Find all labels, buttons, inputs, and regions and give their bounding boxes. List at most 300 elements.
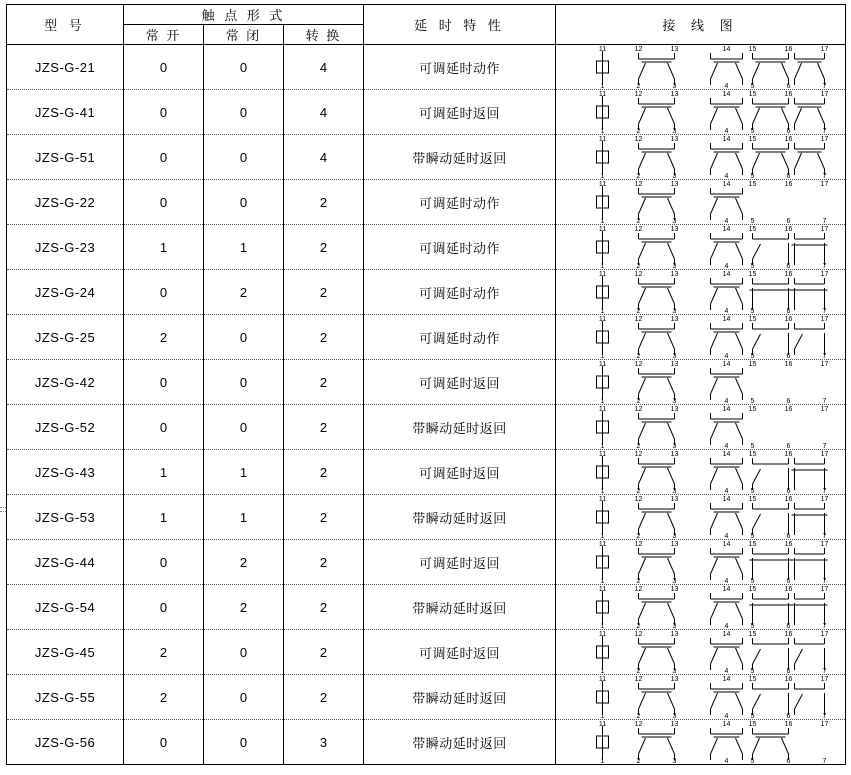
svg-text:15: 15 [748, 226, 757, 233]
cell-normally-open: 0 [124, 135, 204, 180]
header-row-1 [7, 5, 846, 25]
svg-text:16: 16 [784, 226, 793, 233]
svg-text:1: 1 [600, 83, 605, 89]
svg-text:14: 14 [722, 361, 731, 368]
cell-normally-open: 1 [124, 450, 204, 495]
svg-text:14: 14 [722, 721, 731, 728]
svg-text:7: 7 [822, 128, 827, 134]
table-row [7, 270, 846, 315]
table-row [7, 225, 846, 270]
svg-text:3: 3 [672, 173, 677, 179]
svg-text:13: 13 [670, 721, 679, 728]
svg-text:5: 5 [750, 353, 755, 359]
cell-changeover: 2 [284, 585, 364, 630]
svg-text:12: 12 [634, 541, 643, 548]
svg-text:7: 7 [822, 713, 827, 719]
cell-normally-open: 2 [124, 315, 204, 360]
cell-changeover: 4 [284, 135, 364, 180]
svg-text:17: 17 [820, 91, 829, 98]
svg-text:13: 13 [670, 406, 679, 413]
svg-text:11: 11 [598, 451, 607, 458]
table-row [7, 360, 846, 405]
header-wiring-diagram: 接 线 图 [556, 5, 846, 45]
cell-delay-characteristic: 可调延时动作 [364, 315, 556, 360]
svg-text:2: 2 [636, 443, 641, 449]
cell-wiring-diagram-2ch [556, 360, 846, 405]
svg-text:6: 6 [786, 533, 791, 539]
svg-text:7: 7 [822, 308, 827, 314]
cell-model: JZS-G-21 [7, 45, 124, 90]
svg-text:15: 15 [748, 541, 757, 548]
svg-text:2: 2 [636, 218, 641, 224]
svg-text:6: 6 [786, 83, 791, 89]
svg-text:14: 14 [722, 631, 731, 638]
svg-text:13: 13 [670, 181, 679, 188]
cell-model: JZS-G-45 [7, 630, 124, 675]
svg-text:12: 12 [634, 721, 643, 728]
svg-text:2: 2 [636, 623, 641, 629]
cell-wiring-diagram-2ch [556, 180, 846, 225]
svg-text:16: 16 [784, 406, 793, 413]
cell-normally-closed: 0 [204, 135, 284, 180]
cell-changeover: 2 [284, 495, 364, 540]
svg-text:16: 16 [784, 136, 793, 143]
svg-text:7: 7 [822, 173, 827, 179]
cell-wiring-diagram-4ch [556, 90, 846, 135]
svg-text:1: 1 [600, 758, 605, 764]
svg-text:17: 17 [820, 226, 829, 233]
cell-normally-open: 0 [124, 45, 204, 90]
svg-text:15: 15 [748, 361, 757, 368]
cell-normally-open: 1 [124, 495, 204, 540]
svg-text:17: 17 [820, 631, 829, 638]
svg-text:5: 5 [750, 578, 755, 584]
cell-wiring-diagram-2ch-2no [556, 630, 846, 675]
svg-text:17: 17 [820, 541, 829, 548]
svg-text:3: 3 [672, 533, 677, 539]
cell-delay-characteristic: 带瞬动延时返回 [364, 720, 556, 765]
table-row [7, 540, 846, 585]
svg-text:13: 13 [670, 541, 679, 548]
svg-text:5: 5 [750, 308, 755, 314]
svg-text:14: 14 [722, 136, 731, 143]
cell-changeover: 2 [284, 315, 364, 360]
svg-text:11: 11 [598, 631, 607, 638]
svg-text:6: 6 [786, 668, 791, 674]
svg-text:5: 5 [750, 218, 755, 224]
svg-text:3: 3 [672, 758, 677, 764]
svg-text:15: 15 [748, 271, 757, 278]
table-row [7, 315, 846, 360]
svg-text:4: 4 [724, 353, 729, 359]
svg-text:12: 12 [634, 451, 643, 458]
svg-text:12: 12 [634, 91, 643, 98]
svg-text:17: 17 [820, 271, 829, 278]
cell-delay-characteristic: 可调延时动作 [364, 45, 556, 90]
cell-model: JZS-G-42 [7, 360, 124, 405]
cell-normally-open: 0 [124, 405, 204, 450]
svg-text:7: 7 [822, 353, 827, 359]
svg-text:2: 2 [636, 533, 641, 539]
cell-changeover: 2 [284, 180, 364, 225]
svg-text:4: 4 [724, 173, 729, 179]
cell-model: JZS-G-55 [7, 675, 124, 720]
cell-wiring-diagram-2ch-2no [556, 315, 846, 360]
svg-text:6: 6 [786, 578, 791, 584]
svg-text:4: 4 [724, 263, 729, 269]
svg-text:2: 2 [636, 308, 641, 314]
header-normally-closed: 常 闭 [204, 25, 284, 45]
cell-changeover: 2 [284, 675, 364, 720]
cell-model: JZS-G-44 [7, 540, 124, 585]
svg-text:6: 6 [786, 488, 791, 494]
svg-text:4: 4 [724, 308, 729, 314]
svg-text:1: 1 [600, 623, 605, 629]
svg-text:15: 15 [748, 586, 757, 593]
svg-text:4: 4 [724, 218, 729, 224]
header-contact-form: 触 点 形 式 [124, 5, 364, 25]
svg-text:6: 6 [786, 263, 791, 269]
svg-text:15: 15 [748, 316, 757, 323]
svg-text:12: 12 [634, 46, 643, 53]
svg-text:12: 12 [634, 316, 643, 323]
cell-delay-characteristic: 可调延时返回 [364, 90, 556, 135]
cell-wiring-diagram-2ch-2no [556, 675, 846, 720]
cell-model: JZS-G-22 [7, 180, 124, 225]
svg-text:15: 15 [748, 451, 757, 458]
svg-text:17: 17 [820, 676, 829, 683]
svg-text:3: 3 [672, 353, 677, 359]
table-header [7, 5, 846, 45]
svg-text:6: 6 [786, 218, 791, 224]
svg-text:7: 7 [822, 623, 827, 629]
svg-text:2: 2 [636, 128, 641, 134]
cell-wiring-diagram-2ch [556, 405, 846, 450]
svg-text:14: 14 [722, 676, 731, 683]
cell-delay-characteristic: 带瞬动延时返回 [364, 675, 556, 720]
cell-normally-closed: 2 [204, 585, 284, 630]
svg-text:16: 16 [784, 496, 793, 503]
svg-text:7: 7 [822, 578, 827, 584]
cell-normally-open: 1 [124, 225, 204, 270]
svg-text:11: 11 [598, 586, 607, 593]
cell-wiring-diagram-2ch-2nc [556, 585, 846, 630]
svg-text:17: 17 [820, 406, 829, 413]
cell-delay-characteristic: 可调延时动作 [364, 225, 556, 270]
header-normally-open: 常 开 [124, 25, 204, 45]
cell-normally-open: 0 [124, 180, 204, 225]
svg-text:5: 5 [750, 443, 755, 449]
svg-text:15: 15 [748, 631, 757, 638]
svg-text:17: 17 [820, 316, 829, 323]
svg-text:7: 7 [822, 263, 827, 269]
svg-text:16: 16 [784, 721, 793, 728]
svg-text:6: 6 [786, 443, 791, 449]
svg-text:5: 5 [750, 668, 755, 674]
svg-text:3: 3 [672, 83, 677, 89]
svg-text:15: 15 [748, 91, 757, 98]
svg-text:3: 3 [672, 128, 677, 134]
svg-text:16: 16 [784, 676, 793, 683]
cell-wiring-diagram-3ch [556, 720, 846, 765]
svg-text:15: 15 [748, 136, 757, 143]
svg-text:16: 16 [784, 586, 793, 593]
svg-text:4: 4 [724, 668, 729, 674]
svg-text:11: 11 [598, 361, 607, 368]
svg-text:7: 7 [822, 83, 827, 89]
svg-text:11: 11 [598, 136, 607, 143]
svg-text:3: 3 [672, 398, 677, 404]
table-row [7, 135, 846, 180]
scan-artifact-dot [0, 507, 6, 509]
svg-text:1: 1 [600, 308, 605, 314]
svg-text:12: 12 [634, 586, 643, 593]
svg-text:15: 15 [748, 721, 757, 728]
svg-text:2: 2 [636, 488, 641, 494]
svg-text:7: 7 [822, 398, 827, 404]
scan-artifact-dot [0, 511, 6, 513]
svg-text:17: 17 [820, 496, 829, 503]
cell-normally-closed: 0 [204, 180, 284, 225]
svg-text:14: 14 [722, 451, 731, 458]
cell-delay-characteristic: 带瞬动延时返回 [364, 135, 556, 180]
svg-text:17: 17 [820, 451, 829, 458]
svg-text:5: 5 [750, 623, 755, 629]
svg-text:16: 16 [784, 46, 793, 53]
cell-normally-open: 0 [124, 540, 204, 585]
svg-text:7: 7 [822, 533, 827, 539]
cell-model: JZS-G-41 [7, 90, 124, 135]
svg-text:11: 11 [598, 46, 607, 53]
svg-text:5: 5 [750, 128, 755, 134]
cell-changeover: 2 [284, 270, 364, 315]
cell-normally-closed: 2 [204, 540, 284, 585]
svg-text:5: 5 [750, 83, 755, 89]
svg-text:15: 15 [748, 676, 757, 683]
cell-delay-characteristic: 可调延时返回 [364, 450, 556, 495]
svg-text:6: 6 [786, 623, 791, 629]
svg-text:4: 4 [724, 128, 729, 134]
svg-text:14: 14 [722, 91, 731, 98]
table-row [7, 630, 846, 675]
cell-wiring-diagram-2ch-1no1nc [556, 225, 846, 270]
svg-text:13: 13 [670, 496, 679, 503]
svg-text:3: 3 [672, 488, 677, 494]
svg-text:1: 1 [600, 218, 605, 224]
svg-text:6: 6 [786, 398, 791, 404]
svg-text:2: 2 [636, 668, 641, 674]
svg-text:12: 12 [634, 631, 643, 638]
svg-text:3: 3 [672, 263, 677, 269]
table-row [7, 585, 846, 630]
cell-wiring-diagram-2ch-2nc [556, 540, 846, 585]
cell-normally-open: 0 [124, 585, 204, 630]
svg-text:2: 2 [636, 263, 641, 269]
svg-text:5: 5 [750, 488, 755, 494]
svg-text:3: 3 [672, 578, 677, 584]
cell-wiring-diagram-2ch-2nc [556, 270, 846, 315]
svg-text:12: 12 [634, 361, 643, 368]
svg-text:17: 17 [820, 361, 829, 368]
cell-normally-closed: 1 [204, 495, 284, 540]
svg-text:2: 2 [636, 758, 641, 764]
cell-delay-characteristic: 带瞬动延时返回 [364, 585, 556, 630]
cell-normally-closed: 0 [204, 360, 284, 405]
cell-normally-open: 0 [124, 360, 204, 405]
svg-text:13: 13 [670, 586, 679, 593]
svg-text:14: 14 [722, 316, 731, 323]
cell-normally-closed: 0 [204, 405, 284, 450]
cell-normally-closed: 0 [204, 675, 284, 720]
cell-changeover: 2 [284, 540, 364, 585]
svg-text:3: 3 [672, 668, 677, 674]
svg-text:16: 16 [784, 541, 793, 548]
svg-text:12: 12 [634, 271, 643, 278]
cell-delay-characteristic: 可调延时动作 [364, 270, 556, 315]
svg-text:11: 11 [598, 541, 607, 548]
cell-changeover: 3 [284, 720, 364, 765]
svg-text:6: 6 [786, 758, 791, 764]
svg-text:16: 16 [784, 631, 793, 638]
cell-model: JZS-G-54 [7, 585, 124, 630]
table-row [7, 45, 846, 90]
cell-model: JZS-G-53 [7, 495, 124, 540]
svg-text:2: 2 [636, 173, 641, 179]
cell-normally-closed: 2 [204, 270, 284, 315]
svg-text:5: 5 [750, 758, 755, 764]
svg-text:11: 11 [598, 496, 607, 503]
svg-text:6: 6 [786, 308, 791, 314]
svg-text:12: 12 [634, 406, 643, 413]
svg-text:1: 1 [600, 713, 605, 719]
svg-text:11: 11 [598, 676, 607, 683]
svg-text:15: 15 [748, 496, 757, 503]
svg-text:2: 2 [636, 353, 641, 359]
svg-text:14: 14 [722, 541, 731, 548]
svg-text:5: 5 [750, 173, 755, 179]
cell-wiring-diagram-4ch [556, 135, 846, 180]
table-row [7, 720, 846, 765]
cell-normally-closed: 1 [204, 225, 284, 270]
cell-changeover: 2 [284, 225, 364, 270]
cell-delay-characteristic: 可调延时动作 [364, 180, 556, 225]
svg-text:17: 17 [820, 181, 829, 188]
table-row [7, 90, 846, 135]
svg-text:3: 3 [672, 713, 677, 719]
cell-normally-open: 0 [124, 720, 204, 765]
svg-text:5: 5 [750, 263, 755, 269]
header-delay-characteristic: 延 时 特 性 [364, 5, 556, 45]
svg-text:11: 11 [598, 316, 607, 323]
svg-text:6: 6 [786, 713, 791, 719]
svg-text:14: 14 [722, 586, 731, 593]
cell-delay-characteristic: 可调延时返回 [364, 360, 556, 405]
cell-normally-closed: 1 [204, 450, 284, 495]
svg-text:14: 14 [722, 226, 731, 233]
svg-text:13: 13 [670, 676, 679, 683]
cell-normally-closed: 0 [204, 45, 284, 90]
svg-text:3: 3 [672, 623, 677, 629]
svg-text:13: 13 [670, 226, 679, 233]
svg-text:14: 14 [722, 406, 731, 413]
table-row [7, 495, 846, 540]
svg-text:1: 1 [600, 128, 605, 134]
svg-text:3: 3 [672, 308, 677, 314]
table-row [7, 180, 846, 225]
svg-text:3: 3 [672, 218, 677, 224]
cell-normally-open: 0 [124, 270, 204, 315]
svg-text:1: 1 [600, 173, 605, 179]
cell-model: JZS-G-56 [7, 720, 124, 765]
cell-changeover: 2 [284, 450, 364, 495]
svg-text:12: 12 [634, 676, 643, 683]
svg-text:4: 4 [724, 713, 729, 719]
table-row [7, 405, 846, 450]
header-model: 型 号 [7, 5, 124, 45]
cell-changeover: 2 [284, 630, 364, 675]
svg-text:5: 5 [750, 713, 755, 719]
svg-text:12: 12 [634, 496, 643, 503]
svg-text:6: 6 [786, 353, 791, 359]
svg-text:16: 16 [784, 91, 793, 98]
svg-text:13: 13 [670, 271, 679, 278]
svg-text:12: 12 [634, 181, 643, 188]
svg-text:16: 16 [784, 451, 793, 458]
table-row [7, 450, 846, 495]
cell-changeover: 2 [284, 405, 364, 450]
cell-changeover: 4 [284, 45, 364, 90]
cell-normally-closed: 0 [204, 315, 284, 360]
cell-model: JZS-G-24 [7, 270, 124, 315]
cell-changeover: 2 [284, 360, 364, 405]
svg-text:13: 13 [670, 631, 679, 638]
svg-text:7: 7 [822, 488, 827, 494]
specification-table [6, 4, 846, 765]
cell-normally-open: 0 [124, 90, 204, 135]
cell-model: JZS-G-51 [7, 135, 124, 180]
svg-text:16: 16 [784, 316, 793, 323]
svg-text:4: 4 [724, 533, 729, 539]
svg-text:13: 13 [670, 361, 679, 368]
svg-text:11: 11 [598, 181, 607, 188]
svg-text:4: 4 [724, 578, 729, 584]
cell-normally-open: 2 [124, 630, 204, 675]
svg-text:16: 16 [784, 271, 793, 278]
svg-text:5: 5 [750, 533, 755, 539]
cell-model: JZS-G-43 [7, 450, 124, 495]
svg-text:1: 1 [600, 398, 605, 404]
svg-text:5: 5 [750, 398, 755, 404]
cell-model: JZS-G-23 [7, 225, 124, 270]
svg-text:11: 11 [598, 271, 607, 278]
cell-normally-closed: 0 [204, 630, 284, 675]
cell-changeover: 4 [284, 90, 364, 135]
svg-text:12: 12 [634, 136, 643, 143]
svg-text:2: 2 [636, 713, 641, 719]
svg-text:13: 13 [670, 316, 679, 323]
cell-delay-characteristic: 可调延时返回 [364, 630, 556, 675]
svg-text:13: 13 [670, 91, 679, 98]
svg-text:1: 1 [600, 353, 605, 359]
svg-text:17: 17 [820, 586, 829, 593]
svg-text:4: 4 [724, 488, 729, 494]
svg-text:6: 6 [786, 173, 791, 179]
svg-text:7: 7 [822, 668, 827, 674]
svg-text:1: 1 [600, 578, 605, 584]
cell-delay-characteristic: 带瞬动延时返回 [364, 495, 556, 540]
svg-text:2: 2 [636, 83, 641, 89]
svg-text:2: 2 [636, 578, 641, 584]
